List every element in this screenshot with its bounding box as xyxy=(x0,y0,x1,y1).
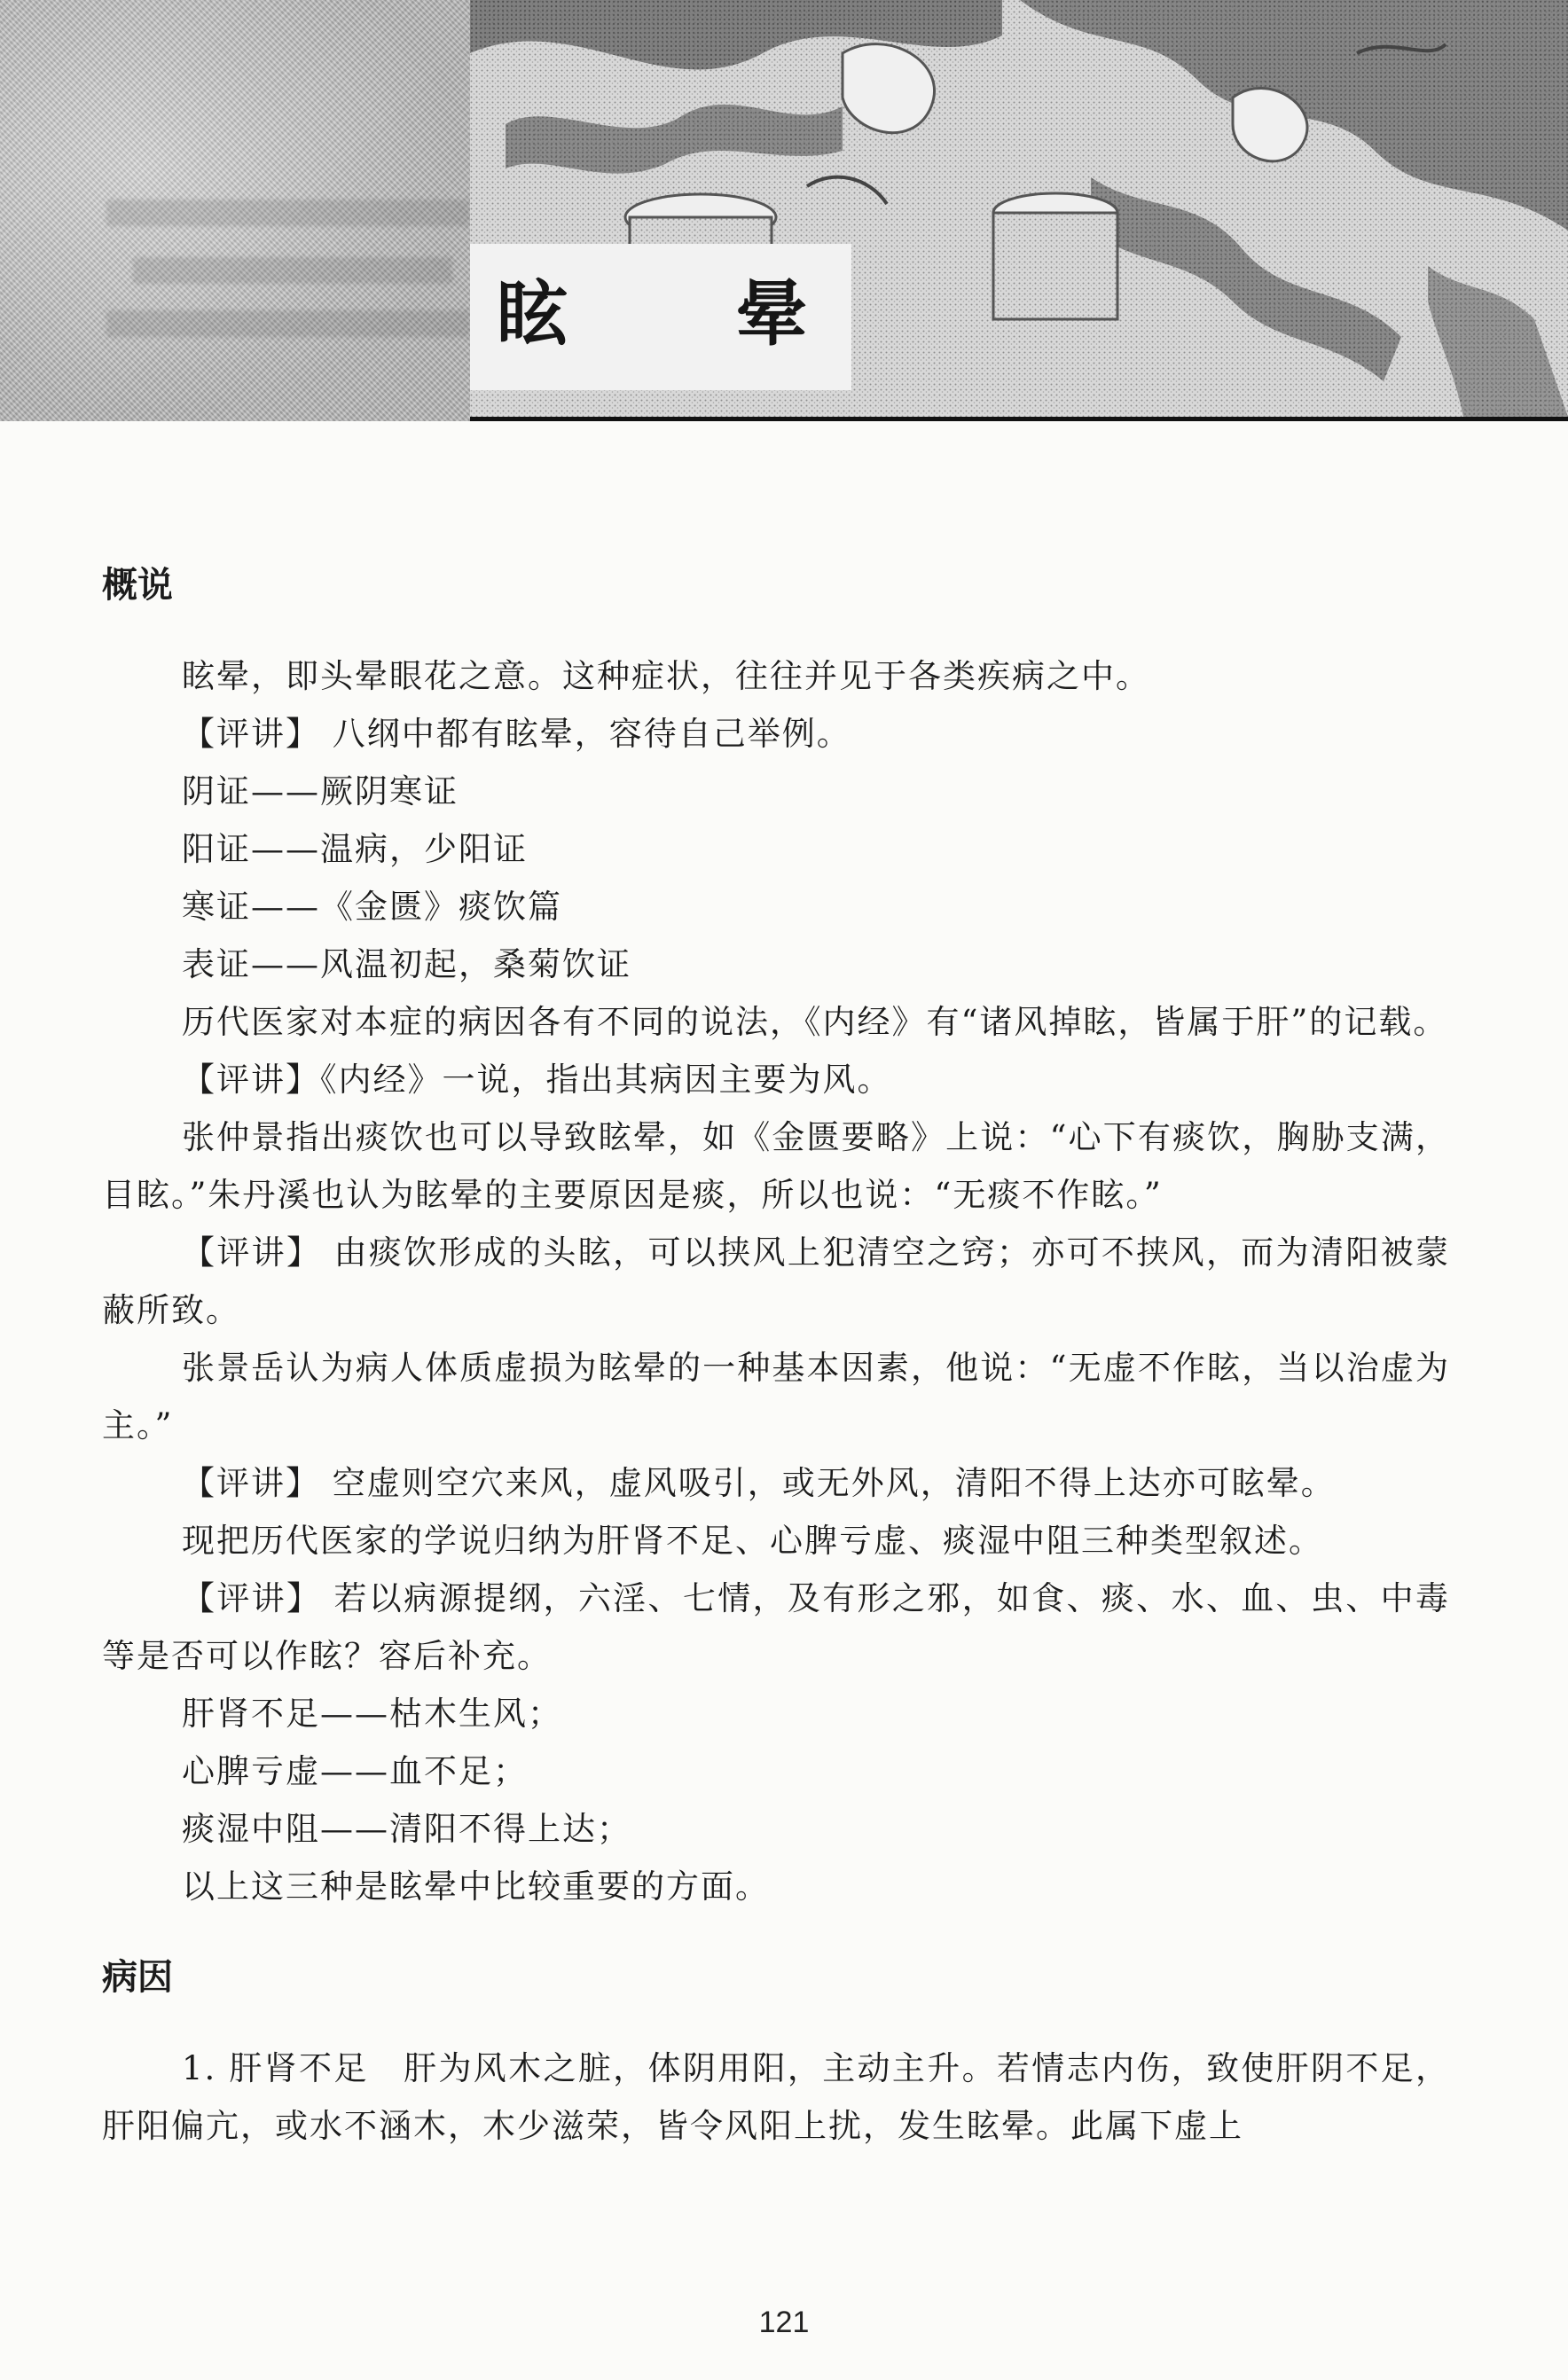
page-content xyxy=(102,559,1450,2155)
list-line: 阳证——温病，少阳证 xyxy=(182,830,528,868)
commentary-paragraph: 【评讲】 若以病源提纲，六淫、七情，及有形之邪，如食、痰、水、血、虫、中毒等是否可以作眩？容后补充。 xyxy=(102,1579,1450,1675)
list-line: 肝肾不足——枯木生风； xyxy=(182,1695,562,1733)
list-line: 痰湿中阻——清阳不得上达； xyxy=(182,1810,631,1848)
section-heading-etiology: 病因 xyxy=(102,1957,173,1998)
paragraph: 历代医家对本症的病因各有不同的说法，《内经》有“诸风掉眩，皆属于肝”的记载。 xyxy=(182,1003,1448,1041)
commentary-paragraph: 【评讲】《内经》一说，指出其病因主要为风。 xyxy=(182,1061,892,1099)
list-line: 表证——风温初起，桑菊饮证 xyxy=(182,945,631,983)
chapter-title-char-1: 眩 xyxy=(497,273,568,356)
list-line: 阴证——厥阴寒证 xyxy=(182,772,459,810)
banner-ghost-text xyxy=(106,310,470,337)
paragraph: 现把历代医家的学说归纳为肝肾不足、心脾亏虚、痰湿中阻三种类型叙述。 xyxy=(182,1522,1323,1560)
commentary-paragraph: 【评讲】 由痰饮形成的头眩，可以挟风上犯清空之窍；亦可不挟风，而为清阳被蒙蔽所致。 xyxy=(102,1233,1450,1329)
banner-ghost-text xyxy=(133,257,452,284)
list-line: 以上这三种是眩晕中比较重要的方面。 xyxy=(182,1867,770,1906)
chapter-banner xyxy=(0,0,1568,421)
section-heading-overview: 概说 xyxy=(102,565,173,606)
chapter-title-char-2: 晕 xyxy=(736,273,807,356)
banner-rule xyxy=(470,417,1568,421)
paragraph: 张景岳认为病人体质虚损为眩晕的一种基本因素，他说：“无虚不作眩，当以治虚为主。” xyxy=(102,1349,1450,1444)
page-number: 121 xyxy=(758,2306,810,2339)
banner-ghost-text xyxy=(106,200,470,226)
list-line: 心脾亏虚——血不足； xyxy=(182,1752,528,1790)
paragraph: 1. 肝肾不足 肝为风木之脏，体阴用阳，主动主升。若情志内伤，致使肝阴不足，肝阳偏亢，或水不涵木，木少滋荣，皆令风阳上扰，发生眩晕。此属下虚上 xyxy=(102,2049,1450,2145)
paragraph: 眩晕，即头晕眼花之意。这种症状，往往并见于各类疾病之中。 xyxy=(182,657,1150,695)
paragraph: 张仲景指出痰饮也可以导致眩晕，如《金匮要略》上说：“心下有痰饮，胸胁支满，目眩。”朱丹溪也认为眩晕的主要原因是痰，所以也说：“无痰不作眩。” xyxy=(102,1118,1450,1214)
list-line: 寒证——《金匮》痰饮篇 xyxy=(182,888,562,926)
commentary-paragraph: 【评讲】 八纲中都有眩晕，容待自己举例。 xyxy=(182,715,851,753)
commentary-paragraph: 【评讲】 空虚则空穴来风，虚风吸引，或无外风，清阳不得上达亦可眩晕。 xyxy=(182,1464,1336,1502)
